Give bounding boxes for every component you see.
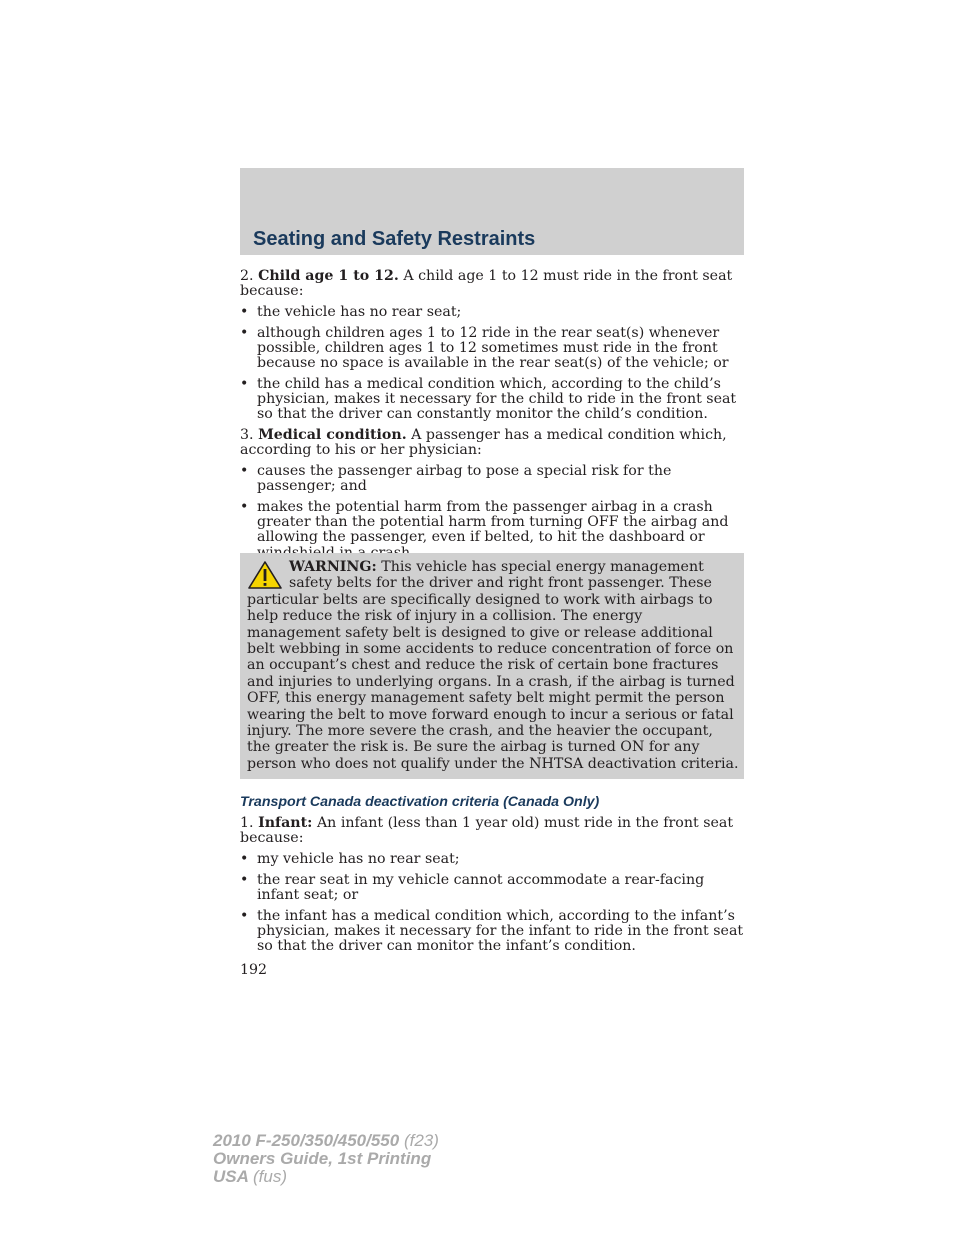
warning-body: This vehicle has special energy management safety belts for the driver and right front passenger. These particular belts are specifically designed to work with airbags to help reduce the risk of injury in a collision. The energy management safety belt is designed to give or release additional belt webbing in some accidents to reduce concentration of force on an occupant’s chest and reduce the risk of certain bone fractures and injuries to underlying organs. In a crash, if the airbag is turned OFF, this energy management safety belt might permit the person wearing the belt to move forward enough to incur a serious or fatal injury. The more severe the crash, and the heavier the occupant, the greater the risk is. Be sure the airbag is turned ON for any person who does not qualify under the NHTSA deactivation criteria. [247, 559, 739, 772]
bullet-icon: • [240, 463, 249, 479]
item3-paragraph [240, 428, 744, 458]
footer-model-code: (f23) [403, 1131, 439, 1150]
bullet-icon: • [240, 376, 249, 392]
footer-market-code: (fus) [253, 1167, 287, 1186]
bullet-text: makes the potential harm from the passenger airbag in a crash greater than the potential harm from turning OFF the airbag and allowing the passenger, even if belted, to hit the dashboard or [257, 499, 729, 546]
list-item [240, 326, 744, 372]
footer-line2: Owners Guide, 1st Printing [213, 1149, 432, 1168]
bullet-text: the rear seat in my vehicle cannot accommodate a rear-facing infant seat; or [257, 872, 705, 904]
bullet-icon: • [240, 908, 249, 924]
bullet-text: my vehicle has no rear seat; [257, 851, 460, 867]
item1-lead: Infant: [258, 815, 313, 831]
bullet-icon: • [240, 499, 249, 515]
footer-model: 2010 F-250/350/450/550 [213, 1131, 400, 1150]
item1-paragraph [240, 816, 744, 846]
bullet-icon: • [240, 325, 249, 341]
bullet-text: the vehicle has no rear seat; [257, 304, 462, 320]
section-title: Seating and Safety Restraints [253, 228, 536, 250]
warning-label: WARNING: [289, 559, 377, 575]
list-item [240, 500, 744, 561]
footer-line1 [213, 1132, 439, 1150]
item2-lead: Child age 1 to 12. [258, 268, 399, 284]
footer-line3 [213, 1168, 439, 1186]
subheading: Transport Canada deactivation criteria (Canada Only) [240, 794, 600, 810]
list-item [240, 873, 744, 903]
bullet-text: the infant has a medical condition which, according to the infant’s physician, makes it necessary for the infant to ride in the front seat so that the driver can monitor the infant’s condition. [257, 908, 744, 955]
bullet-icon: • [240, 304, 249, 320]
list-item [240, 852, 744, 867]
item3-lead: Medical condition. [258, 427, 407, 443]
item1-number: 1. [240, 815, 254, 831]
list-item [240, 909, 744, 955]
footer-market: USA [213, 1167, 249, 1186]
item2-paragraph [240, 269, 744, 299]
bullet-text: causes the passenger airbag to pose a special risk for the passenger; and [257, 463, 672, 495]
list-item [240, 305, 744, 320]
bullet-text: although children ages 1 to 12 ride in the rear seat(s) whenever possible, children ages 1 to 12 sometimes must ride in the front because no space is available in the rear seat(s) of the vehicle; or [257, 325, 729, 372]
footer [213, 1132, 439, 1186]
bullet-icon: • [240, 872, 249, 888]
item2-text: A child age 1 to 12 must ride in the front seat because: [240, 268, 733, 300]
list-item [240, 464, 744, 494]
page-number: 192 [240, 962, 268, 978]
item1-text: An infant (less than 1 year old) must ride in the front seat because: [240, 815, 734, 847]
item3-text: A passenger has a medical condition which, according to his or her physician: [240, 427, 727, 459]
list-item [240, 377, 744, 423]
warning-triangle-icon [247, 560, 283, 590]
item3-number: 3. [240, 427, 254, 443]
bullet-icon: • [240, 851, 249, 867]
bullet-text: the child has a medical condition which, according to the child’s physician, makes it necessary for the child to ride in the front seat so that the driver can constantly monitor the child’s condition. [257, 376, 737, 423]
item2-number: 2. [240, 268, 254, 284]
warning-text [247, 559, 739, 772]
